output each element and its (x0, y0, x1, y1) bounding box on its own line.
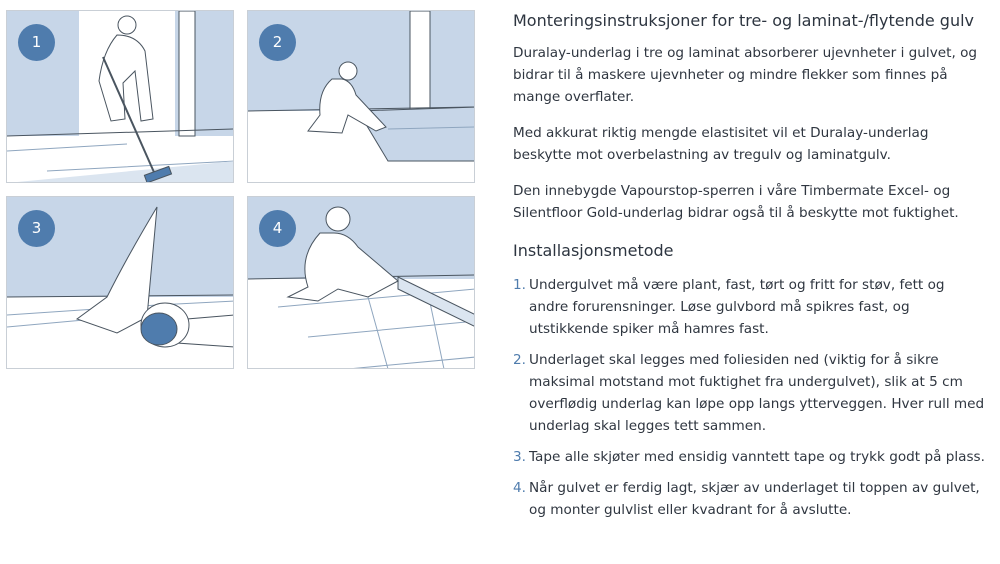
step-text: Undergulvet må være plant, fast, tørt og fritt for støv, fett og andre forurensninger. Løse gulvbord må spikres fast, og utstikkende spiker må hamres fast. (529, 277, 945, 337)
step-text: Når gulvet er ferdig lagt, skjær av underlaget til toppen av gulvet, og monter gulvlist eller kvadrant for å avslutte. (529, 480, 980, 518)
article-title: Monteringsinstruksjoner for tre- og laminat-/flytende gulv (513, 11, 974, 30)
vapourstop-paragraph: Den innebygde Vapourstop-sperren i våre Timbermate Excel- og Silentfloor Gold-underlag bidrar også til å beskytte mot fuktighet. (513, 183, 959, 221)
step-number: 2. (513, 352, 526, 368)
instructions-article (513, 10, 988, 530)
illustration-step-4 (247, 196, 475, 369)
step-number: 1. (513, 277, 526, 293)
step-badge: 4 (259, 210, 296, 247)
illustration-step-3 (6, 196, 234, 369)
list-item (513, 349, 988, 437)
elasticity-paragraph: Med akkurat riktig mengde elastisitet vil et Duralay-underlag beskytte mot overbelastning av tregulv og laminatgulv. (513, 125, 929, 163)
intro-paragraph: Duralay-underlag i tre og laminat absorberer ujevnheter i gulvet, og bidrar til å maskere ujevnheter og mindre flekker som finnes på mange overflater. (513, 45, 978, 105)
step-badge: 3 (18, 210, 55, 247)
list-item (513, 477, 988, 521)
list-item (513, 274, 988, 340)
method-heading: Installasjonsmetode (513, 241, 674, 260)
step-number: 3. (513, 449, 526, 465)
illustration-step-1 (6, 10, 234, 183)
step-badge: 1 (18, 24, 55, 61)
list-item (513, 446, 988, 468)
installation-steps (513, 274, 988, 521)
step-badge: 2 (259, 24, 296, 61)
step-text: Tape alle skjøter med ensidig vanntett tape og trykk godt på plass. (529, 449, 985, 465)
step-text: Underlaget skal legges med foliesiden ned (viktig for å sikre maksimal motstand mot fuktighet fra undergulvet), slik at 5 cm overflødig underlag kan løpe opp langs ytterveggen. Hver rull med underlag skal legges tett sammen. (529, 352, 985, 434)
illustration-step-2 (247, 10, 475, 183)
step-number: 4. (513, 480, 526, 496)
